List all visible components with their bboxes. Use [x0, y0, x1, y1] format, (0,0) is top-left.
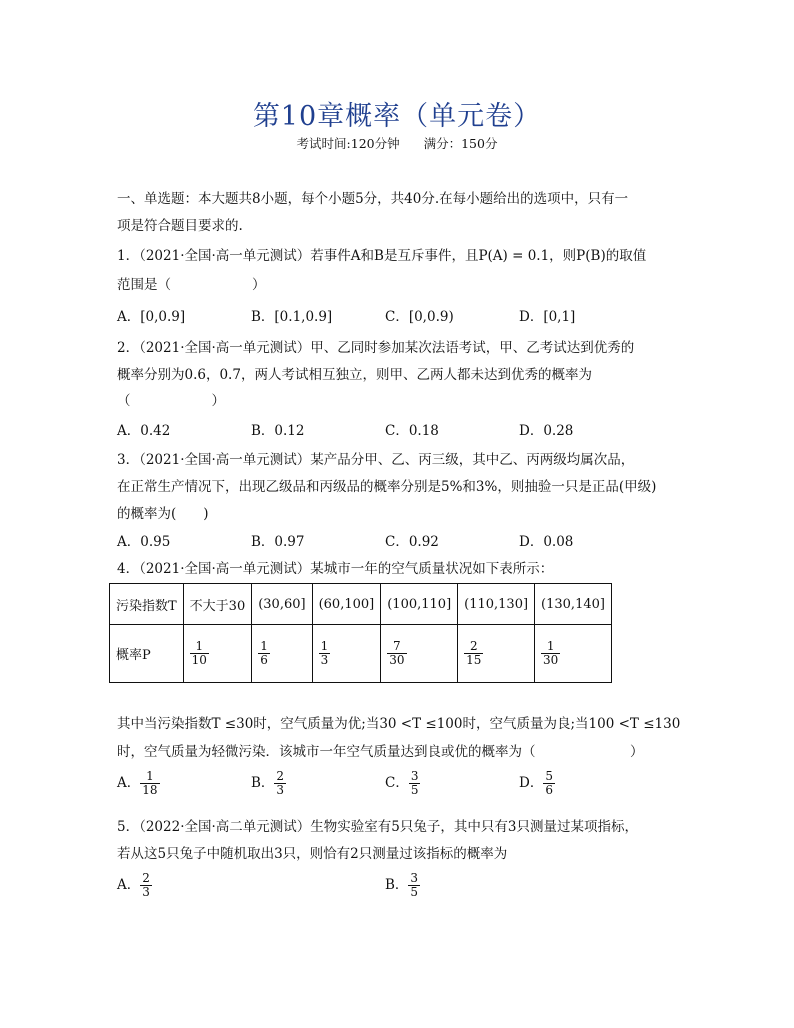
table-header-cell: (100,110] — [381, 584, 458, 625]
table-header-cell: (110,130] — [458, 584, 535, 625]
q3-stem-line2: 在正常生产情况下，出现乙级品和丙级品的概率分别是5%和3%，则抽验一只是正品(甲级) — [117, 479, 657, 495]
q3-option-a: A．0.95 — [117, 534, 171, 550]
q4-stem-line1: 4．（2021·全国·高一单元测试）某城市一年的空气质量状况如下表所示： — [117, 561, 554, 577]
fraction: $\frac{1}{3}$ — [320, 639, 329, 667]
q2-option-a: A．0.42 — [117, 423, 171, 439]
fraction: $\frac{1}{6}$ — [260, 639, 268, 667]
q5-option-b: B． $\frac{3}{5}$ — [385, 871, 419, 899]
exam-time: 考试时间:120分钟 — [296, 136, 400, 151]
exam-info — [0, 134, 794, 152]
q4-stem-line2: 其中当污染指数T ≤30时，空气质量为优;当30 <T ≤100时，空气质量为良;当100 <T ≤130 — [117, 716, 681, 732]
q2-stem-line1: 2．（2021·全国·高一单元测试）甲、乙同时参加某次法语考试，甲、乙考试达到优秀的 — [117, 340, 635, 356]
q4-stem-line3: 时，空气质量为轻微污染．该城市一年空气质量达到良或优的概率为（ ） — [117, 744, 644, 760]
table-header-cell: (60,100] — [312, 584, 381, 625]
section-heading-line2: 项是符合题目要求的. — [117, 218, 243, 234]
q2-option-b: B．0.12 — [251, 423, 305, 439]
q5-stem-line2: 若从这5只兔子中随机取出3只，则恰有2只测量过该指标的概率为 — [117, 846, 508, 862]
table-cell — [458, 625, 535, 683]
q3-option-d: D．0.08 — [519, 534, 574, 550]
q5-stem-line1: 5．（2022·全国·高二单元测试）生物实验室有5只兔子，其中只有3只测量过某项指标， — [117, 819, 638, 835]
table-cell — [381, 625, 458, 683]
q2-option-c: C．0.18 — [385, 423, 439, 439]
section-heading-line1: 一、单选题：本大题共8小题，每个小题5分，共40分.在每小题给出的选项中，只有一 — [117, 191, 629, 207]
q4-option-b: B． $\frac{2}{3}$ — [251, 769, 285, 797]
air-quality-table — [109, 583, 612, 683]
q1-stem-line1: 1．（2021·全国·高一单元测试）若事件A和B是互斥事件，且P(A) = 0.1，则P(B)的取值 — [117, 248, 647, 264]
q1-stem-line2: 范围是（ ） — [117, 277, 266, 293]
q4-option-c: C． $\frac{3}{5}$ — [385, 769, 419, 797]
q2-option-d: D．0.28 — [519, 423, 574, 439]
q1-option-b: B．[0.1,0.9] — [251, 309, 333, 325]
q3-option-c: C．0.92 — [385, 534, 439, 550]
table-header-cell: (130,140] — [535, 584, 612, 625]
q2-stem-line3: （ ） — [117, 393, 225, 409]
page-title: 第10章概率（单元卷） — [252, 101, 542, 132]
q1-option-c: C．[0,0.9) — [385, 309, 454, 325]
table-header-cell: 不大于30 — [183, 584, 252, 625]
fraction: $\frac{1}{30}$ — [543, 639, 559, 667]
q3-stem-line1: 3．（2021·全国·高一单元测试）某产品分甲、乙、丙三级，其中乙、丙两级均属次品， — [117, 452, 635, 468]
table-cell — [183, 625, 252, 683]
table-row — [110, 625, 612, 683]
fraction: $\frac{7}{30}$ — [389, 639, 405, 667]
q3-option-b: B．0.97 — [251, 534, 305, 550]
q1-option-a: A．[0,0.9] — [117, 309, 186, 325]
table-header-cell: (30,60] — [252, 584, 312, 625]
q5-option-a: A． $\frac{2}{3}$ — [117, 871, 150, 899]
q1-option-d: D．[0,1] — [519, 309, 576, 325]
fraction: $\frac{1}{10}$ — [191, 639, 207, 667]
q3-stem-line3: 的概率为( ) — [117, 506, 209, 522]
table-header-cell: 污染指数T — [110, 584, 184, 625]
fraction: $\frac{2}{15}$ — [466, 639, 482, 667]
table-cell — [535, 625, 612, 683]
table-label-cell: 概率P — [110, 625, 184, 683]
q4-option-a: A． $\frac{1}{18}$ — [117, 769, 158, 797]
full-score: 满分：150分 — [423, 136, 498, 151]
q2-stem-line2: 概率分别为0.6，0.7，两人考试相互独立，则甲、乙两人都未达到优秀的概率为 — [117, 367, 592, 383]
q4-option-d: D． $\frac{5}{6}$ — [519, 769, 553, 797]
table-cell — [252, 625, 312, 683]
table-cell — [312, 625, 381, 683]
table-row — [110, 584, 612, 625]
